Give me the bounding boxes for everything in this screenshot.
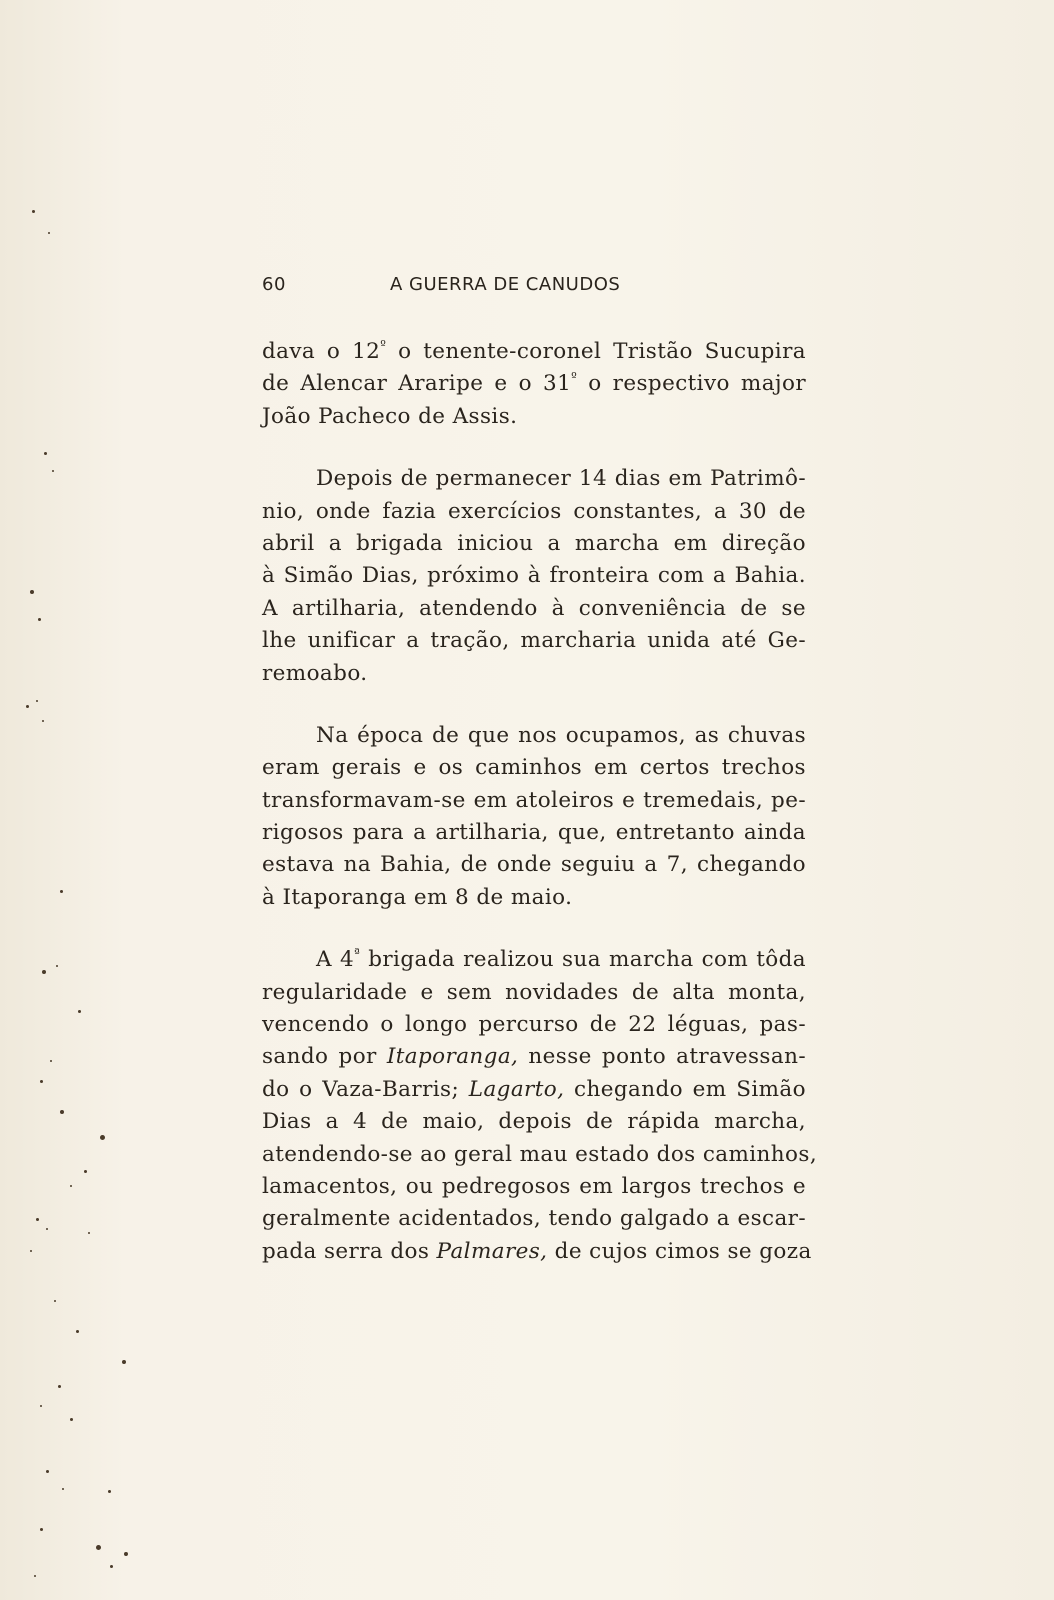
- text-run: dava o 12: [262, 339, 381, 364]
- text-run: Dias a 4 de maio, depois de rápida marcha,: [262, 1109, 806, 1135]
- body-text: [262, 336, 818, 1268]
- text-run: nesse ponto atravessan-: [518, 1044, 806, 1070]
- paragraph: [262, 463, 806, 690]
- foxing-spot: [78, 1010, 81, 1013]
- foxing-spot: [34, 1575, 36, 1577]
- text-run: de cujos cimos se goza: [547, 1238, 812, 1264]
- text-line: [262, 1171, 806, 1203]
- text-run: estava na Bahia, de onde seguiu a 7, chegando: [262, 852, 806, 878]
- text-line: [262, 463, 806, 495]
- foxing-spot: [70, 1418, 73, 1421]
- text-line: [262, 1139, 818, 1171]
- paragraph: [262, 720, 806, 914]
- text-line: [262, 1203, 806, 1235]
- text-run: João Pacheco de Assis.: [262, 403, 518, 429]
- text-run: pada serra dos: [262, 1238, 437, 1264]
- text-line: [262, 593, 806, 625]
- text-line: [262, 1236, 812, 1268]
- text-run: geralmente acidentados, tendo galgado a escar-: [262, 1206, 806, 1232]
- italic-text: Palmares,: [436, 1238, 548, 1264]
- text-line: [262, 560, 806, 592]
- text-run: remoabo.: [262, 660, 368, 686]
- foxing-spot: [48, 232, 50, 234]
- foxing-spot: [30, 590, 34, 594]
- foxing-spot: [32, 210, 35, 213]
- text-line: [262, 1106, 806, 1138]
- foxing-spot: [96, 1545, 101, 1550]
- text-run: atendendo-se ao geral mau estado dos caminhos,: [262, 1141, 818, 1167]
- foxing-spot: [46, 1228, 48, 1230]
- foxing-spot: [108, 1490, 111, 1493]
- foxing-spot: [84, 1170, 87, 1173]
- text-line: [262, 1009, 806, 1041]
- text-run: A 4: [316, 947, 355, 973]
- foxing-spot: [40, 1528, 43, 1531]
- ordinal-mark: º: [571, 370, 578, 385]
- foxing-spot: [60, 890, 63, 893]
- text-line: [262, 752, 806, 784]
- text-run: à Simão Dias, próximo à fronteira com a Bahia.: [262, 563, 806, 589]
- foxing-spot: [76, 1330, 79, 1333]
- text-run: rigosos para a artilharia, que, entretanto ainda: [262, 820, 806, 846]
- foxing-spot: [36, 700, 38, 702]
- text-run: o respectivo major: [577, 371, 806, 397]
- foxing-spot: [52, 470, 54, 472]
- foxing-spot: [88, 1232, 90, 1234]
- text-line: [262, 1074, 806, 1106]
- text-line: [262, 336, 806, 368]
- text-line: [262, 817, 806, 849]
- italic-text: Itaporanga,: [386, 1044, 519, 1070]
- foxing-spot: [110, 1565, 113, 1568]
- text-run: eram gerais e os caminhos em certos trechos: [262, 755, 806, 781]
- foxing-spot: [56, 965, 58, 967]
- text-line: [262, 496, 806, 528]
- text-run: do o Vaza-Barris;: [262, 1076, 469, 1102]
- text-run: abril a brigada iniciou a marcha em direção: [262, 530, 806, 556]
- text-line: [262, 1041, 806, 1073]
- foxing-spot: [50, 1060, 52, 1062]
- foxing-spot: [54, 1300, 56, 1302]
- text-run: o tenente-coronel Tristão Sucupira: [386, 339, 806, 364]
- foxing-spot: [30, 1250, 32, 1252]
- text-line: [262, 944, 806, 976]
- text-run: lamacentos, ou pedregosos em largos trechos e: [262, 1173, 806, 1199]
- text-line: [262, 720, 806, 752]
- text-line: [262, 785, 806, 817]
- foxing-spot: [36, 1218, 39, 1221]
- page-number: 60: [262, 274, 286, 295]
- text-run: lhe unificar a tração, marcharia unida até Ge-: [262, 628, 806, 654]
- text-line: [262, 401, 806, 433]
- foxing-spots: [0, 0, 140, 1600]
- text-run: sando por: [262, 1044, 387, 1070]
- paragraph: [262, 336, 806, 433]
- foxing-spot: [124, 1552, 128, 1556]
- text-run: de Alencar Araripe e o 31: [262, 371, 572, 397]
- text-line: [262, 977, 806, 1009]
- foxing-spot: [26, 705, 29, 708]
- text-run: Depois de permanecer 14 dias em Patrimô-: [316, 466, 806, 492]
- text-run: brigada realizou sua marcha com tôda: [360, 947, 806, 973]
- ordinal-mark: º: [380, 338, 387, 352]
- text-run: A artilharia, atendendo à conveniência de se: [262, 595, 806, 621]
- text-run: transformavam-se em atoleiros e tremedais, pe-: [262, 787, 806, 813]
- foxing-spot: [40, 1405, 42, 1407]
- text-line: [262, 625, 806, 657]
- text-run: à Itaporanga em 8 de maio.: [262, 884, 573, 910]
- foxing-spot: [58, 1385, 61, 1388]
- running-title: A GUERRA DE CANUDOS: [390, 274, 621, 295]
- foxing-spot: [46, 1470, 49, 1473]
- text-line: [262, 882, 806, 914]
- foxing-spot: [42, 970, 46, 974]
- foxing-spot: [40, 1080, 43, 1083]
- foxing-spot: [42, 720, 44, 722]
- foxing-spot: [38, 618, 41, 621]
- italic-text: Lagarto,: [468, 1076, 565, 1102]
- text-line: [262, 368, 806, 400]
- text-run: vencendo o longo percurso de 22 léguas, pas-: [262, 1012, 806, 1038]
- text-run: regularidade e sem novidades de alta monta,: [262, 979, 806, 1005]
- foxing-spot: [44, 452, 47, 455]
- ordinal-mark: ª: [354, 946, 361, 961]
- foxing-spot: [100, 1135, 105, 1140]
- foxing-spot: [122, 1360, 126, 1364]
- foxing-spot: [62, 1488, 64, 1490]
- foxing-spot: [60, 1110, 64, 1114]
- foxing-spot: [70, 1185, 72, 1187]
- text-run: nio, onde fazia exercícios constantes, a 30 de: [262, 498, 806, 524]
- text-run: chegando em Simão: [564, 1076, 806, 1102]
- paragraph: [262, 944, 818, 1268]
- text-run: Na época de que nos ocupamos, as chuvas: [316, 722, 806, 748]
- text-line: [262, 658, 806, 690]
- text-line: [262, 849, 806, 881]
- text-line: [262, 528, 806, 560]
